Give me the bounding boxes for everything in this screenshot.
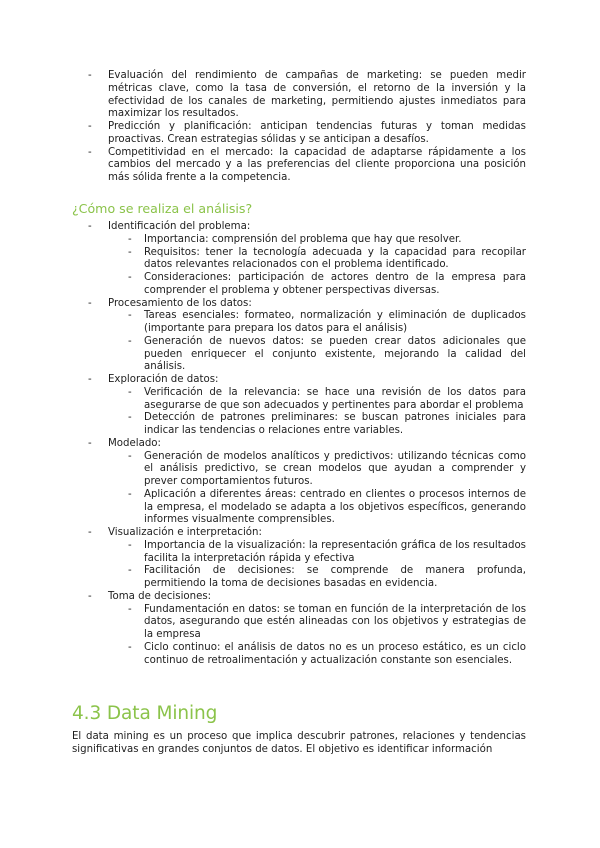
step-item	[72, 374, 526, 438]
sub-list	[108, 604, 526, 668]
sub-item: - Ciclo continuo: el análisis de datos no es un proceso estático, es un ciclo continuo de retroalimentación y actualización constante son esenciales.	[108, 642, 526, 668]
body-paragraph: El data mining es un proceso que implica descubrir patrones, relaciones y tendencias significativas en grandes conjuntos de datos. El objetivo es identificar información	[72, 731, 526, 755]
sub-list	[108, 234, 526, 298]
sub-item: - Generación de nuevos datos: se pueden crear datos adicionales que pueden enriquecer el conjunto existente, mejorando la calidad del análisis.	[108, 336, 526, 374]
sub-item: - Fundamentación en datos: se toman en función de la interpretación de los datos, asegurando que estén alineadas con los objetivos y estrategias de la empresa	[108, 604, 526, 642]
step-item	[72, 221, 526, 298]
sub-item: - Facilitación de decisiones: se comprende de manera profunda, permitiendo la toma de decisiones basadas en evidencia.	[108, 565, 526, 591]
step-title: Identificación del problema:	[108, 221, 251, 232]
section-heading: ¿Cómo se realiza el análisis?	[72, 201, 253, 216]
sub-item: - Consideraciones: participación de actores dentro de la empresa para comprender el problema y obtener perspectivas diversas.	[108, 272, 526, 298]
step-title: Toma de decisiones:	[108, 590, 212, 602]
list-item: - Predicción y planificación: anticipan tendencias futuras y toman medidas proactivas. Crean estrategias sólidas y se anticipan a desafíos.	[72, 121, 526, 147]
sub-item: - Tareas esenciales: formateo, normalización y eliminación de duplicados (importante para prepara los datos para el análisis)	[108, 310, 526, 336]
sub-list	[108, 540, 526, 591]
steps-list	[72, 221, 526, 667]
step-item	[72, 438, 526, 527]
list-item: - Competitividad en el mercado: la capacidad de adaptarse rápidamente a los cambios del mercado y a las preferencias del cliente proporciona una posición más sólida frente a la competencia.	[72, 147, 526, 185]
list-item: - Evaluación del rendimiento de campañas de marketing: se pueden medir métricas clave, como la tasa de conversión, el retorno de la inversión y la efectividad de los canales de marketing, permitiendo ajustes inmediatos para maximizar los resultados.	[72, 70, 526, 121]
step-title: Exploración de datos:	[108, 374, 219, 385]
step-title: Modelado:	[108, 437, 161, 449]
sub-item: - Aplicación a diferentes áreas: centrado en clientes o procesos internos de la empresa, el modelado se adapta a los objetivos específicos, generando informes visualmente comprensibles.	[108, 489, 526, 527]
sub-item: - Generación de modelos analíticos y predictivos: utilizando técnicas como el análisis predictivo, se crean modelos que ayudan a comprender y prever comportamientos futuros.	[108, 451, 526, 489]
sub-list	[108, 387, 526, 438]
sub-item: - Requisitos: tener la tecnología adecuada y la capacidad para recopilar datos relevantes relacionados con el problema identificado.	[108, 247, 526, 273]
sub-item: - Importancia de la visualización: la representación gráfica de los resultados facilita la interpretación rápida y efectiva	[108, 540, 526, 566]
subsection-heading: 4.3 Data Mining	[72, 703, 218, 724]
sub-list	[108, 310, 526, 374]
step-title: Visualización e interpretación:	[108, 527, 262, 538]
step-item	[72, 527, 526, 591]
sub-list	[108, 451, 526, 528]
intro-bullet-list	[72, 70, 526, 185]
step-item	[72, 591, 526, 668]
step-title: Procesamiento de los datos:	[108, 297, 252, 309]
sub-item: - Importancia: comprensión del problema que hay que resolver.	[108, 234, 526, 247]
sub-item: - Detección de patrones preliminares: se buscan patrones iniciales para indicar las tendencias o relaciones entre variables.	[108, 412, 526, 438]
sub-item: - Verificación de la relevancia: se hace una revisión de los datos para asegurarse de que son adecuados y pertinentes para abordar el problema	[108, 387, 526, 413]
step-item	[72, 298, 526, 375]
